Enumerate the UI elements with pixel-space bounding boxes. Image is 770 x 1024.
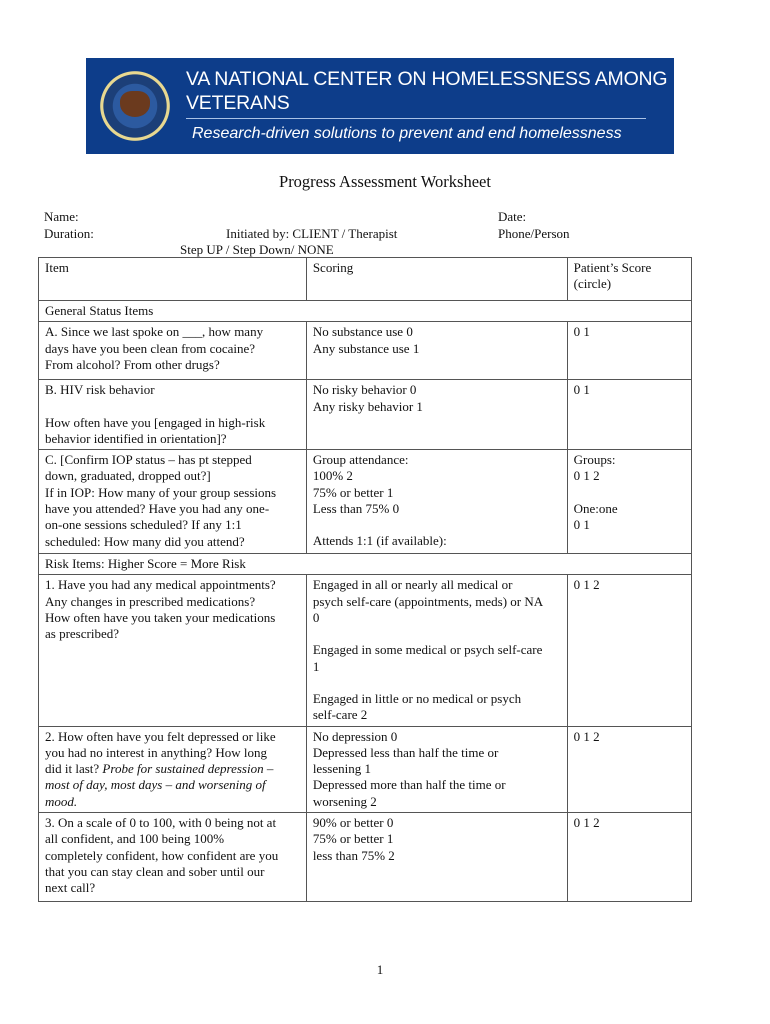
- score-cell[interactable]: 0 1: [567, 380, 691, 450]
- header-banner: [86, 58, 674, 154]
- table-row: [39, 575, 692, 726]
- banner-divider: [186, 118, 646, 119]
- item-cell: B. HIV risk behavior How often have you [engaged in high-risk behavior identified in orientation]?: [39, 380, 307, 450]
- item-cell: A. Since we last spoke on ___, how many days have you been clean from cocaine? From alcohol? From other drugs?: [39, 322, 307, 380]
- score-cell[interactable]: 0 1: [567, 322, 691, 380]
- step-label: Step UP / Step Down/ NONE: [180, 242, 334, 257]
- scoring-cell: 90% or better 0 75% or better 1 less than 75% 2: [306, 813, 567, 902]
- header-item: Item: [39, 258, 307, 301]
- section-row-risk: [39, 554, 692, 575]
- scoring-cell: Group attendance: 100% 2 75% or better 1 Less than 75% 0 Attends 1:1 (if available):: [306, 450, 567, 554]
- table-row: [39, 726, 692, 812]
- scoring-cell: No substance use 0 Any substance use 1: [306, 322, 567, 380]
- initiated-by-label: Initiated by: CLIENT / Therapist: [226, 226, 398, 241]
- table-row: [39, 322, 692, 380]
- banner-title: VA NATIONAL CENTER ON HOMELESSNESS AMONG VETERANS: [186, 68, 668, 114]
- scoring-cell: Engaged in all or nearly all medical or psych self-care (appointments, meds) or NA 0 Engaged in some medical or psych self-care 1 Engaged in little or no medical or psych self-care 2: [306, 575, 567, 726]
- banner-subtitle: Research-driven solutions to prevent and end homelessness: [192, 125, 622, 142]
- item-cell: 1. Have you had any medical appointments? Any changes in prescribed medications? How often have you taken your medications as prescribed?: [39, 575, 307, 726]
- table-header-row: [39, 258, 692, 301]
- score-cell[interactable]: 0 1 2: [567, 726, 691, 812]
- table-row: [39, 813, 692, 902]
- score-cell[interactable]: 0 1 2: [567, 813, 691, 902]
- score-cell[interactable]: 0 1 2: [567, 575, 691, 726]
- name-label: Name:: [44, 209, 79, 224]
- date-label: Date:: [498, 209, 527, 224]
- section-risk-label: Risk Items: Higher Score = More Risk: [39, 554, 692, 575]
- item-cell: C. [Confirm IOP status – has pt stepped down, graduated, dropped out?] If in IOP: How many of your group sessions have you attended? Have you had any one- on-one sessions scheduled? If any 1:1 scheduled: How many did you attend?: [39, 450, 307, 554]
- phone-person-label: Phone/Person: [498, 226, 570, 241]
- va-seal-icon: [98, 69, 172, 143]
- section-row-general: [39, 301, 692, 322]
- header-scoring: Scoring: [306, 258, 567, 301]
- page-number: 1: [376, 962, 384, 977]
- header-patient-score: Patient’s Score (circle): [567, 258, 691, 301]
- item-cell: 2. How often have you felt depressed or like you had no interest in anything? How long did it last? Probe for sustained depression – most of day, most days – and worsening of mood.: [39, 726, 307, 812]
- duration-label: Duration:: [44, 226, 94, 241]
- table-row: [39, 450, 692, 554]
- section-general-label: General Status Items: [39, 301, 692, 322]
- scoring-cell: No risky behavior 0 Any risky behavior 1: [306, 380, 567, 450]
- score-cell[interactable]: Groups: 0 1 2 One:one 0 1: [567, 450, 691, 554]
- scoring-cell: No depression 0 Depressed less than half the time or lessening 1 Depressed more than half the time or worsening 2: [306, 726, 567, 812]
- worksheet-table: [38, 257, 692, 902]
- table-row: [39, 380, 692, 450]
- item-cell: 3. On a scale of 0 to 100, with 0 being not at all confident, and 100 being 100% completely confident, how confident are you that you can stay clean and sober until our next call?: [39, 813, 307, 902]
- page-title: Progress Assessment Worksheet: [279, 172, 491, 191]
